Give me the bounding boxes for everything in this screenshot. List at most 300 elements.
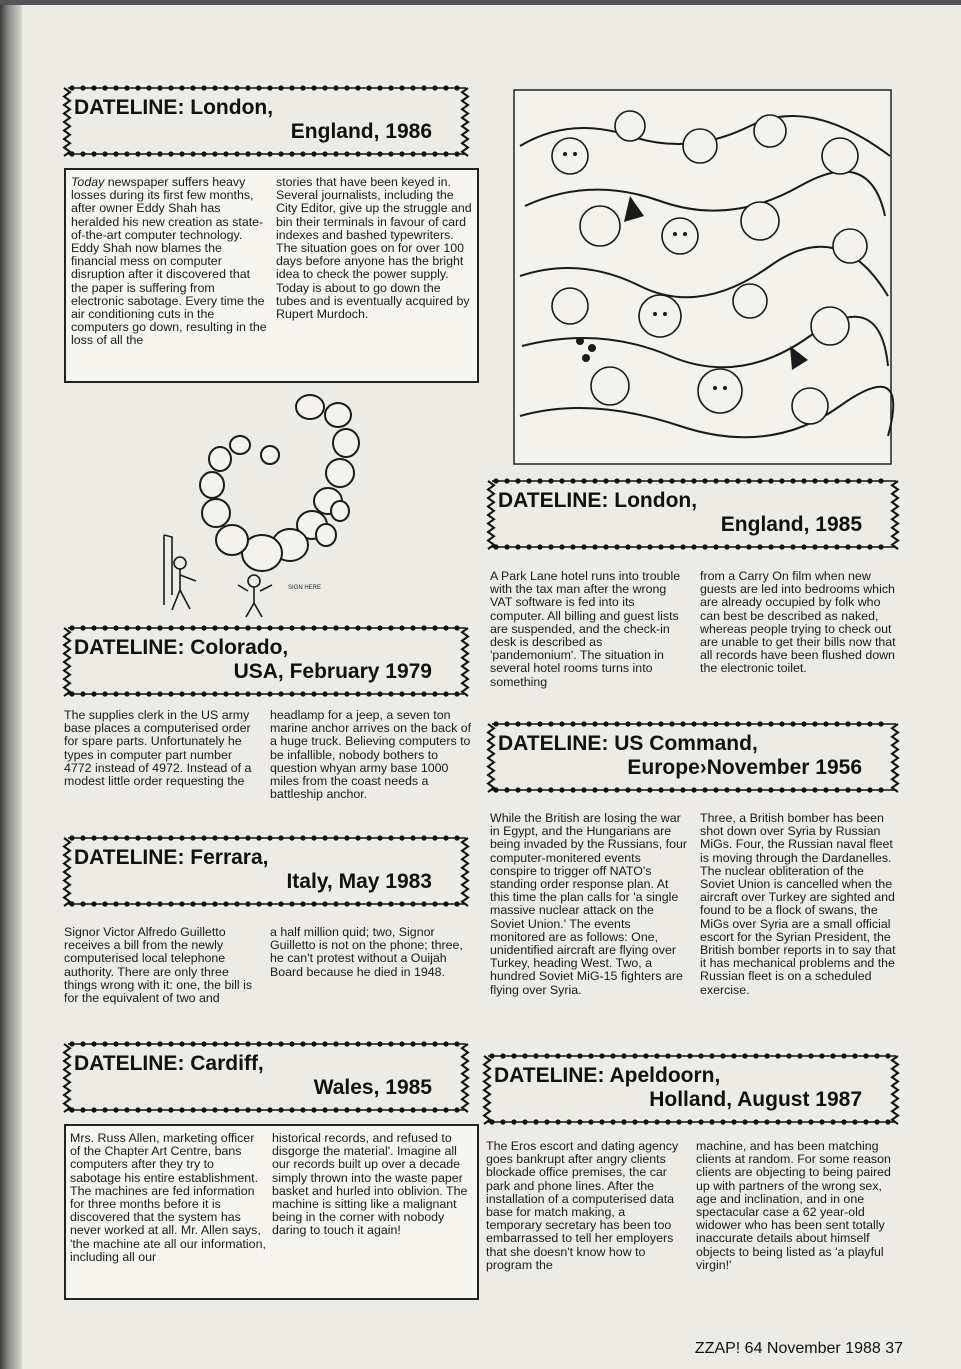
banner-zigzag-edge xyxy=(488,481,494,549)
banner-dot xyxy=(190,691,195,696)
banner-dot xyxy=(577,1119,582,1124)
banner-dot xyxy=(592,787,597,792)
article-us-command-1956 xyxy=(488,808,902,1043)
banner-dot xyxy=(443,1107,448,1112)
banner-dot xyxy=(515,544,520,549)
banner-dot xyxy=(256,1107,261,1112)
banner-dot xyxy=(588,1119,593,1124)
banner-dot xyxy=(157,835,162,840)
banner-dot xyxy=(735,721,740,726)
banner-dot xyxy=(234,1041,239,1046)
dateline-line1: DATELINE: US Command, xyxy=(498,732,758,755)
article-box-cardiff-1985 xyxy=(64,1124,479,1300)
banner-dot xyxy=(146,1041,151,1046)
banner-dot xyxy=(856,787,861,792)
banner-dot xyxy=(377,625,382,630)
banner-dot xyxy=(168,625,173,630)
banner-dot xyxy=(421,1107,426,1112)
banner-dot xyxy=(355,1041,360,1046)
banner-dot xyxy=(190,1041,195,1046)
crowd-cartoon-illustration xyxy=(510,86,895,468)
banner-dot xyxy=(731,1053,736,1058)
banner-dot xyxy=(366,85,371,90)
banner-dot xyxy=(702,478,707,483)
banner-dot xyxy=(146,1107,151,1112)
banner-dot xyxy=(157,151,162,156)
banner-dot xyxy=(570,787,575,792)
banner-dot xyxy=(245,901,250,906)
banner-dot xyxy=(410,901,415,906)
banner-dot xyxy=(823,721,828,726)
banner-dot xyxy=(311,625,316,630)
banner-zigzag-edge xyxy=(892,1056,898,1124)
banner-dot xyxy=(201,85,206,90)
banner-dot xyxy=(399,691,404,696)
banner-dot xyxy=(91,85,96,90)
banner-dot xyxy=(344,691,349,696)
banner-dot xyxy=(410,85,415,90)
banner-dot xyxy=(669,721,674,726)
banner-dot xyxy=(768,721,773,726)
top-rule xyxy=(0,0,961,5)
dateline-banner-colorado-1979 xyxy=(58,622,476,700)
banner-dot xyxy=(245,151,250,156)
banner-dot xyxy=(746,478,751,483)
banner-dot xyxy=(80,835,85,840)
crowd-illustration-drawing xyxy=(510,86,895,468)
banner-dot xyxy=(867,544,872,549)
banner-dot xyxy=(504,787,509,792)
banner-dot xyxy=(333,1041,338,1046)
banner-dot xyxy=(267,901,272,906)
banner-dot xyxy=(735,478,740,483)
banner-dot xyxy=(69,85,74,90)
dateline-line2: Europe›November 1956 xyxy=(627,756,862,779)
banner-dot xyxy=(113,151,118,156)
banner-dot xyxy=(421,901,426,906)
article-column-1: The Eros escort and dating agency goes bankrupt after angry clients blockade office premises, the car park and phone lines. After the installation of a computerised data base for match making, a temporary secretary has been too embarrassed to tell her employers that she doesn't know how to program the xyxy=(486,1139,679,1272)
banner-dot xyxy=(454,85,459,90)
banner-dot xyxy=(190,1107,195,1112)
banner-dot xyxy=(278,691,283,696)
banner-dot xyxy=(80,901,85,906)
banner-dot xyxy=(537,721,542,726)
dateline-line1: DATELINE: Colorado, xyxy=(74,636,289,659)
banner-dot xyxy=(658,544,663,549)
banner-dot xyxy=(801,478,806,483)
banner-dot xyxy=(157,901,162,906)
banner-dot xyxy=(146,85,151,90)
banner-dot xyxy=(410,691,415,696)
banner-dot xyxy=(443,835,448,840)
dateline-line1: DATELINE: Ferrara, xyxy=(74,846,269,869)
banner-dot xyxy=(779,478,784,483)
dateline-line2: England, 1986 xyxy=(290,120,432,143)
banner-dot xyxy=(223,1041,228,1046)
banner-dot xyxy=(256,85,261,90)
banner-dot xyxy=(234,691,239,696)
banner-dot xyxy=(344,1107,349,1112)
banner-dot xyxy=(410,835,415,840)
banner-dot xyxy=(636,478,641,483)
banner-dot xyxy=(124,151,129,156)
banner-dot xyxy=(223,85,228,90)
banner-dot xyxy=(533,1053,538,1058)
article-london-1985 xyxy=(488,566,902,716)
banner-dot xyxy=(757,478,762,483)
banner-dot xyxy=(735,544,740,549)
banner-dot xyxy=(223,901,228,906)
banner-dot xyxy=(399,625,404,630)
banner-dot xyxy=(212,691,217,696)
banner-dot xyxy=(124,85,129,90)
banner-dot xyxy=(834,787,839,792)
banner-dot xyxy=(790,721,795,726)
banner-dot xyxy=(511,1119,516,1124)
banner-dot xyxy=(344,625,349,630)
banner-dot xyxy=(559,478,564,483)
banner-dot xyxy=(676,1119,681,1124)
banner-dot xyxy=(757,721,762,726)
banner-dot xyxy=(493,721,498,726)
banner-dot xyxy=(779,544,784,549)
banner-dot xyxy=(592,478,597,483)
banner-dot xyxy=(691,478,696,483)
banner-dot xyxy=(322,1107,327,1112)
banner-dot xyxy=(146,835,151,840)
banner-dot xyxy=(223,151,228,156)
banner-dot xyxy=(322,691,327,696)
banner-dot xyxy=(432,85,437,90)
banner-dot xyxy=(691,721,696,726)
banner-dot xyxy=(790,544,795,549)
banner-dot xyxy=(454,1107,459,1112)
banner-dot xyxy=(779,721,784,726)
banner-dot xyxy=(614,478,619,483)
banner-dot xyxy=(636,787,641,792)
banner-dot xyxy=(724,787,729,792)
banner-zigzag-edge xyxy=(488,724,494,792)
banner-dot xyxy=(223,691,228,696)
banner-dot xyxy=(421,625,426,630)
sign-here-caption: SIGN HERE xyxy=(288,585,322,591)
banner-dot xyxy=(168,1107,173,1112)
banner-dot xyxy=(863,1053,868,1058)
banner-zigzag-edge xyxy=(462,1044,468,1112)
banner-zigzag-edge xyxy=(892,481,898,549)
banner-dot xyxy=(245,1107,250,1112)
banner-dot xyxy=(753,1053,758,1058)
dateline-line1: DATELINE: London, xyxy=(74,96,274,119)
banner-dot xyxy=(146,901,151,906)
banner-dot xyxy=(333,85,338,90)
banner-dot xyxy=(874,1119,879,1124)
banner-dot xyxy=(377,901,382,906)
banner-dot xyxy=(713,721,718,726)
banner-dot xyxy=(537,544,542,549)
banner-dot xyxy=(526,787,531,792)
banner-dot xyxy=(603,787,608,792)
banner-dot xyxy=(157,1107,162,1112)
banner-dot xyxy=(680,544,685,549)
banner-dot xyxy=(676,1053,681,1058)
banner-dot xyxy=(102,151,107,156)
banner-dot xyxy=(713,544,718,549)
banner-dot xyxy=(69,1041,74,1046)
banner-dot xyxy=(311,901,316,906)
article-column-1: Signor Victor Alfredo Guilletto receives a bill from the newly computerised local telephone authority. There are only three things wrong with it: one, the bill is for the equivalent of two and xyxy=(64,925,253,1006)
banner-dot xyxy=(544,1119,549,1124)
banner-dot xyxy=(135,151,140,156)
banner-dot xyxy=(812,721,817,726)
banner-dot xyxy=(742,1053,747,1058)
banner-dot xyxy=(399,1041,404,1046)
banner-dot xyxy=(636,721,641,726)
banner-dot xyxy=(179,1041,184,1046)
banner-dot xyxy=(720,1119,725,1124)
article-colorado-1979 xyxy=(62,705,476,825)
banner-dot xyxy=(179,151,184,156)
banner-dot xyxy=(344,835,349,840)
article-column-1: A Park Lane hotel runs into trouble with the tax man after the wrong VAT software is fed into its computer. All billing and guest lists are suspended, and the check-in desk is described as 'pandemonium'. The situation in several hotel rooms turns into something xyxy=(490,569,681,689)
banner-dot xyxy=(845,721,850,726)
dateline-line2: Wales, 1985 xyxy=(313,1076,432,1099)
banner-dot xyxy=(443,625,448,630)
banner-dot xyxy=(311,85,316,90)
banner-dot xyxy=(742,1119,747,1124)
banner-dot xyxy=(504,478,509,483)
banner-dot xyxy=(669,787,674,792)
banner-dot xyxy=(669,544,674,549)
banner-dot xyxy=(135,835,140,840)
banner-dot xyxy=(157,625,162,630)
banner-dot xyxy=(680,478,685,483)
banner-dot xyxy=(267,691,272,696)
banner-dot xyxy=(289,691,294,696)
banner-zigzag-edge xyxy=(64,628,70,696)
banner-dot xyxy=(432,1107,437,1112)
banner-dot xyxy=(526,721,531,726)
banner-dot xyxy=(823,478,828,483)
banner-dot xyxy=(102,85,107,90)
banner-dot xyxy=(168,151,173,156)
banner-dot xyxy=(234,85,239,90)
banner-dot xyxy=(113,1041,118,1046)
banner-dot xyxy=(113,85,118,90)
banner-dot xyxy=(278,1041,283,1046)
banner-dot xyxy=(245,691,250,696)
banner-dot xyxy=(515,478,520,483)
banner-zigzag-edge xyxy=(64,1044,70,1112)
banner-dot xyxy=(680,787,685,792)
banner-dot xyxy=(179,835,184,840)
banner-dot xyxy=(179,625,184,630)
banner-dot xyxy=(91,835,96,840)
newspaper-name: Today xyxy=(71,175,105,189)
page-footer: ZZAP! 64 November 1988 37 xyxy=(694,1340,903,1357)
banner-dot xyxy=(124,691,129,696)
banner-dot xyxy=(267,625,272,630)
banner-dot xyxy=(709,1053,714,1058)
article-column-2: machine, and has been matching clients at random. For some reason clients are objecting to being paired up with partners of the wrong sex, age and inclination, and in one spectacular case a 62 year-old widower who has been sent totally inaccurate details about himself objects to being listed as 'a playful virgin!' xyxy=(696,1139,891,1272)
banner-dot xyxy=(812,787,817,792)
banner-dot xyxy=(603,478,608,483)
banner-dot xyxy=(388,85,393,90)
banner-zigzag-edge xyxy=(484,1056,490,1124)
banner-dot xyxy=(432,151,437,156)
banner-dot xyxy=(566,1119,571,1124)
banner-dot xyxy=(201,1041,206,1046)
banner-dot xyxy=(234,151,239,156)
banner-dot xyxy=(300,151,305,156)
banner-dot xyxy=(691,787,696,792)
banner-dot xyxy=(643,1053,648,1058)
banner-dot xyxy=(124,835,129,840)
banner-dot xyxy=(515,787,520,792)
banner-dot xyxy=(735,787,740,792)
banner-dot xyxy=(311,151,316,156)
banner-dot xyxy=(311,691,316,696)
banner-dot xyxy=(399,85,404,90)
banner-dot xyxy=(625,721,630,726)
banner-zigzag-edge xyxy=(462,628,468,696)
banner-dot xyxy=(610,1053,615,1058)
banner-dot xyxy=(548,544,553,549)
banner-dot xyxy=(91,1107,96,1112)
banner-dot xyxy=(548,787,553,792)
banner-dot xyxy=(113,901,118,906)
banner-dot xyxy=(764,1053,769,1058)
banner-dot xyxy=(878,478,883,483)
banner-dot xyxy=(256,151,261,156)
banner-dot xyxy=(388,1107,393,1112)
banner-dot xyxy=(245,1041,250,1046)
banner-dot xyxy=(102,1041,107,1046)
banner-dot xyxy=(768,478,773,483)
banner-dot xyxy=(570,478,575,483)
banner-dot xyxy=(852,1119,857,1124)
banner-dot xyxy=(91,901,96,906)
banner-dot xyxy=(786,1053,791,1058)
banner-dot xyxy=(808,1053,813,1058)
banner-dot xyxy=(592,544,597,549)
banner-dot xyxy=(322,1041,327,1046)
banner-dot xyxy=(377,85,382,90)
banner-dot xyxy=(526,478,531,483)
banner-dot xyxy=(698,1119,703,1124)
banner-dot xyxy=(278,901,283,906)
banner-dot xyxy=(867,787,872,792)
banner-dot xyxy=(124,1107,129,1112)
banner-dot xyxy=(388,691,393,696)
banner-dot xyxy=(322,85,327,90)
banner-dot xyxy=(764,1119,769,1124)
banner-dot xyxy=(190,151,195,156)
banner-dot xyxy=(102,1107,107,1112)
banner-dot xyxy=(768,544,773,549)
banner-dot xyxy=(775,1119,780,1124)
banner-dot xyxy=(548,721,553,726)
banner-dot xyxy=(537,787,542,792)
banner-dot xyxy=(454,625,459,630)
banner-dot xyxy=(845,478,850,483)
banner-dot xyxy=(333,151,338,156)
banner-dot xyxy=(841,1119,846,1124)
banner-dot xyxy=(377,691,382,696)
banner-dot xyxy=(724,478,729,483)
banner-dot xyxy=(388,901,393,906)
banner-dot xyxy=(223,1107,228,1112)
banner-dot xyxy=(522,1119,527,1124)
banner-dot xyxy=(190,625,195,630)
banner-dot xyxy=(768,787,773,792)
banner-dot xyxy=(69,625,74,630)
banner-dot xyxy=(289,85,294,90)
banner-dot xyxy=(223,625,228,630)
banner-dot xyxy=(432,625,437,630)
banner-dot xyxy=(344,1041,349,1046)
banner-dot xyxy=(724,721,729,726)
banner-dot xyxy=(775,1053,780,1058)
banner-dot xyxy=(234,901,239,906)
banner-dot xyxy=(179,1107,184,1112)
banner-dot xyxy=(267,835,272,840)
banner-zigzag-edge xyxy=(64,88,70,156)
banner-dot xyxy=(399,835,404,840)
banner-dot xyxy=(669,478,674,483)
page-edge-shadow xyxy=(0,0,22,1369)
banner-dot xyxy=(124,901,129,906)
banner-dot xyxy=(399,1107,404,1112)
banner-dot xyxy=(333,835,338,840)
dateline-banner-cardiff-1985 xyxy=(58,1038,476,1116)
banner-dot xyxy=(333,691,338,696)
banner-dot xyxy=(256,835,261,840)
article-column-2: stories that have been keyed in. Several journalists, including the City Editor, give up the struggle and bin their terminals in favour of card indexes and bashed typewriters. The situation goes on for over 100 days before anyone has the bright idea to check the power supply. Today is about to go down the tubes and is eventually acquired by Rupert Murdoch. xyxy=(276,175,472,322)
banner-dot xyxy=(388,625,393,630)
banner-dot xyxy=(443,1041,448,1046)
banner-dot xyxy=(256,625,261,630)
banner-dot xyxy=(267,151,272,156)
banner-dot xyxy=(113,1107,118,1112)
banner-dot xyxy=(366,151,371,156)
banner-dot xyxy=(190,901,195,906)
article-column-2: a half million quid; two, Signor Guilletto is not on the phone; three, he can't protest without a Ouijah Board because he died in 1948. xyxy=(270,925,463,979)
banner-dot xyxy=(366,835,371,840)
banner-dot xyxy=(614,544,619,549)
banner-dot xyxy=(537,478,542,483)
banner-dot xyxy=(834,721,839,726)
dateline-banner-ferrara-1983 xyxy=(58,832,476,910)
banner-dot xyxy=(647,544,652,549)
dateline-line2: Italy, May 1983 xyxy=(286,870,432,893)
banner-dot xyxy=(665,1053,670,1058)
banner-dot xyxy=(212,1041,217,1046)
banner-dot xyxy=(845,787,850,792)
banner-dot xyxy=(80,691,85,696)
banner-dot xyxy=(157,85,162,90)
banner-dot xyxy=(834,544,839,549)
banner-dot xyxy=(289,835,294,840)
banner-dot xyxy=(421,85,426,90)
banner-dot xyxy=(625,478,630,483)
banner-dot xyxy=(559,544,564,549)
banner-dot xyxy=(702,721,707,726)
banner-dot xyxy=(201,901,206,906)
banner-dot xyxy=(366,901,371,906)
banner-dot xyxy=(311,1041,316,1046)
banner-dot xyxy=(146,625,151,630)
